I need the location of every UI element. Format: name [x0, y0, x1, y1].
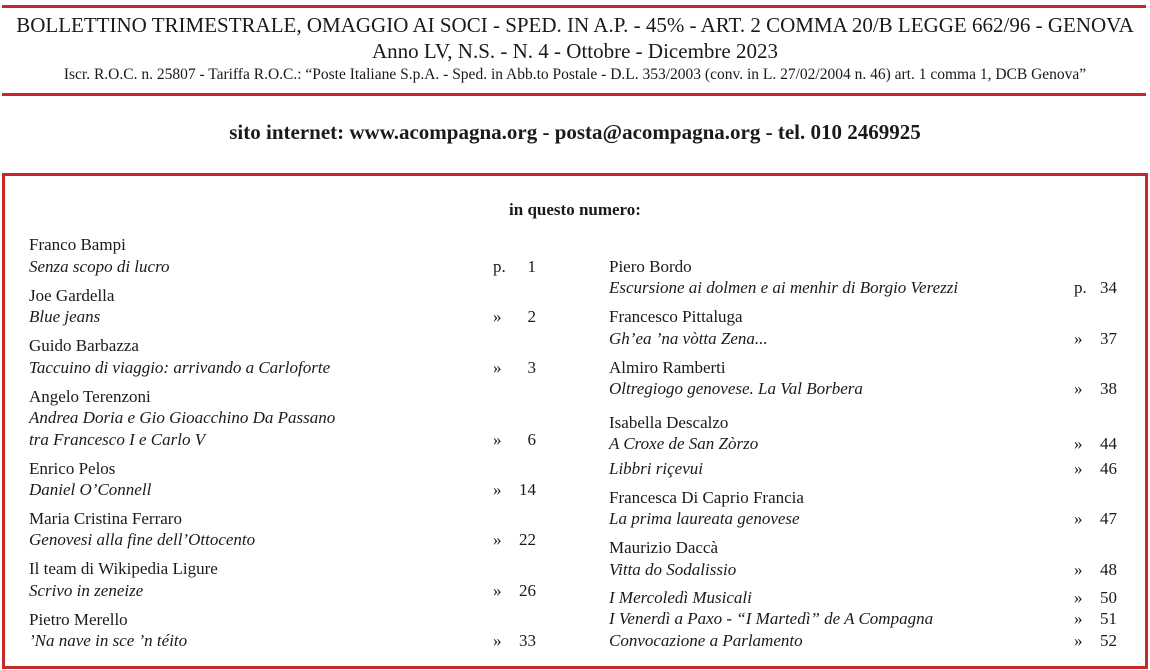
toc-entry: [609, 537, 1117, 580]
registration-line: Iscr. R.O.C. n. 25807 - Tariffa R.O.C.: “Poste Italiane S.p.A. - Sped. in Abb.to Postale - D.L. 353/2003 (conv. in L. 27/02/2004 n. 46) art. 1 comma 1, DCB Genova”: [63, 66, 1087, 83]
page-number: 52: [1100, 630, 1117, 650]
entry-author: Angelo Terenzoni: [29, 386, 151, 406]
page-number: 51: [1100, 609, 1117, 628]
page-prefix: »: [1074, 609, 1083, 628]
page-prefix: »: [493, 631, 502, 650]
page-number: 37: [1100, 328, 1117, 348]
header-rule: [2, 93, 1146, 96]
page-number: 22: [519, 530, 536, 549]
page-prefix: »: [493, 307, 502, 326]
page-prefix: »: [1074, 630, 1083, 650]
page-prefix: »: [1074, 379, 1083, 398]
entry-author: Franco Bampi: [29, 235, 126, 254]
page-number: 48: [1100, 559, 1117, 579]
contact-line: sito internet: www.acompagna.org - posta@acompagna.org - tel. 010 2469925: [229, 120, 921, 144]
entry-author: Francesco Pittaluga: [609, 307, 743, 326]
toc-entry: [609, 608, 1117, 630]
toc-entry: [609, 357, 1117, 400]
entry-title: I Venerdì a Paxo - “I Martedì” de A Compagna: [609, 609, 934, 628]
page-prefix: »: [493, 357, 502, 377]
entry-author: Enrico Pelos: [29, 458, 116, 478]
masthead-line-1: BOLLETTINO TRIMESTRALE, OMAGGIO AI SOCI - SPED. IN A.P. - 45% - ART. 2 COMMA 20/B LEGGE 662/96 - GENOVA: [16, 13, 1134, 37]
entry-author: Piero Bordo: [609, 256, 692, 276]
page-prefix: »: [1074, 328, 1083, 348]
toc-entry: [29, 335, 536, 378]
page-prefix: »: [1074, 587, 1083, 607]
page-prefix: »: [493, 530, 502, 549]
toc-entry: [29, 609, 536, 652]
entry-title: Daniel O’Connell: [29, 480, 152, 499]
entry-title: Libbri riçevui: [609, 458, 703, 478]
page-prefix: p.: [1074, 278, 1087, 297]
page-prefix: »: [1074, 434, 1083, 453]
entry-author: Maria Cristina Ferraro: [29, 508, 182, 528]
page-number: 6: [527, 429, 536, 449]
entry-author: Joe Gardella: [29, 285, 115, 305]
page-number: 3: [527, 357, 536, 377]
page-number: 47: [1100, 509, 1117, 528]
toc-entry: [29, 234, 536, 277]
entry-author: Pietro Merello: [29, 609, 128, 629]
page-prefix: »: [493, 429, 502, 449]
page-number: 1: [527, 256, 536, 276]
contents-heading: in questo numero:: [509, 200, 641, 219]
toc-entry: [609, 458, 1117, 480]
page-number: 26: [519, 580, 536, 600]
page-prefix: »: [1074, 509, 1083, 528]
page-prefix: »: [1074, 458, 1083, 478]
toc-entry: [609, 256, 1117, 299]
entry-title: Escursione ai dolmen e ai menhir di Borgio Verezzi: [609, 278, 959, 297]
toc-entry: [609, 412, 1117, 455]
page-number: 38: [1100, 379, 1117, 398]
entry-author: Il team di Wikipedia Ligure: [29, 559, 218, 578]
toc-entry: [609, 487, 1117, 530]
entry-title: Genovesi alla fine dell’Ottocento: [29, 530, 256, 549]
page-number: 33: [519, 631, 536, 650]
page-number: 50: [1100, 587, 1117, 607]
entry-title: Senza scopo di lucro: [29, 256, 170, 276]
page-number: 34: [1100, 278, 1117, 297]
toc-entry: [609, 587, 1117, 609]
entry-author: Francesca Di Caprio Francia: [609, 487, 804, 507]
toc-entry: [29, 386, 536, 451]
entry-title: Blue jeans: [29, 307, 101, 326]
entry-title: Vitta do Sodalissio: [609, 559, 737, 579]
toc-entry: [29, 508, 536, 551]
entry-title: Oltregiogo genovese. La Val Borbera: [609, 379, 863, 398]
entry-title: I Mercoledì Musicali: [609, 587, 752, 607]
page-prefix: »: [1074, 559, 1083, 579]
toc-entry: [29, 285, 536, 328]
page-number: 2: [527, 307, 536, 326]
page-prefix: p.: [493, 256, 506, 276]
entry-title: La prima laureata genovese: [609, 509, 800, 528]
page-number: 46: [1100, 458, 1117, 478]
entry-author: Almiro Ramberti: [609, 357, 726, 377]
entry-title: Gh’ea ’na vòtta Zena...: [609, 328, 768, 348]
issue-line: Anno LV, N.S. - N. 4 - Ottobre - Dicembre 2023: [372, 39, 778, 63]
entry-title: Scrivo in zeneize: [29, 580, 144, 600]
entry-author: Guido Barbazza: [29, 336, 139, 355]
entry-title: Andrea Doria e Gio Gioacchino Da Passano: [29, 408, 336, 427]
entry-title: ’Na nave in sce ’n téito: [29, 631, 188, 650]
page-number: 14: [519, 480, 536, 499]
toc-entry: [609, 630, 1117, 652]
page-number: 44: [1100, 434, 1117, 453]
toc-entry: [29, 458, 536, 501]
entry-author: Isabella Descalzo: [609, 412, 729, 432]
toc-entry: [609, 306, 1117, 349]
entry-title-continued: tra Francesco I e Carlo V: [29, 429, 206, 449]
entry-author: Maurizio Daccà: [609, 538, 719, 557]
page-prefix: »: [493, 480, 502, 499]
entry-title: Convocazione a Parlamento: [609, 630, 803, 650]
page-prefix: »: [493, 580, 502, 600]
entry-title: Taccuino di viaggio: arrivando a Carloforte: [29, 357, 331, 377]
top-rule: [2, 5, 1146, 8]
toc-entry: [29, 558, 536, 601]
entry-title: A Croxe de San Zòrzo: [609, 434, 759, 453]
